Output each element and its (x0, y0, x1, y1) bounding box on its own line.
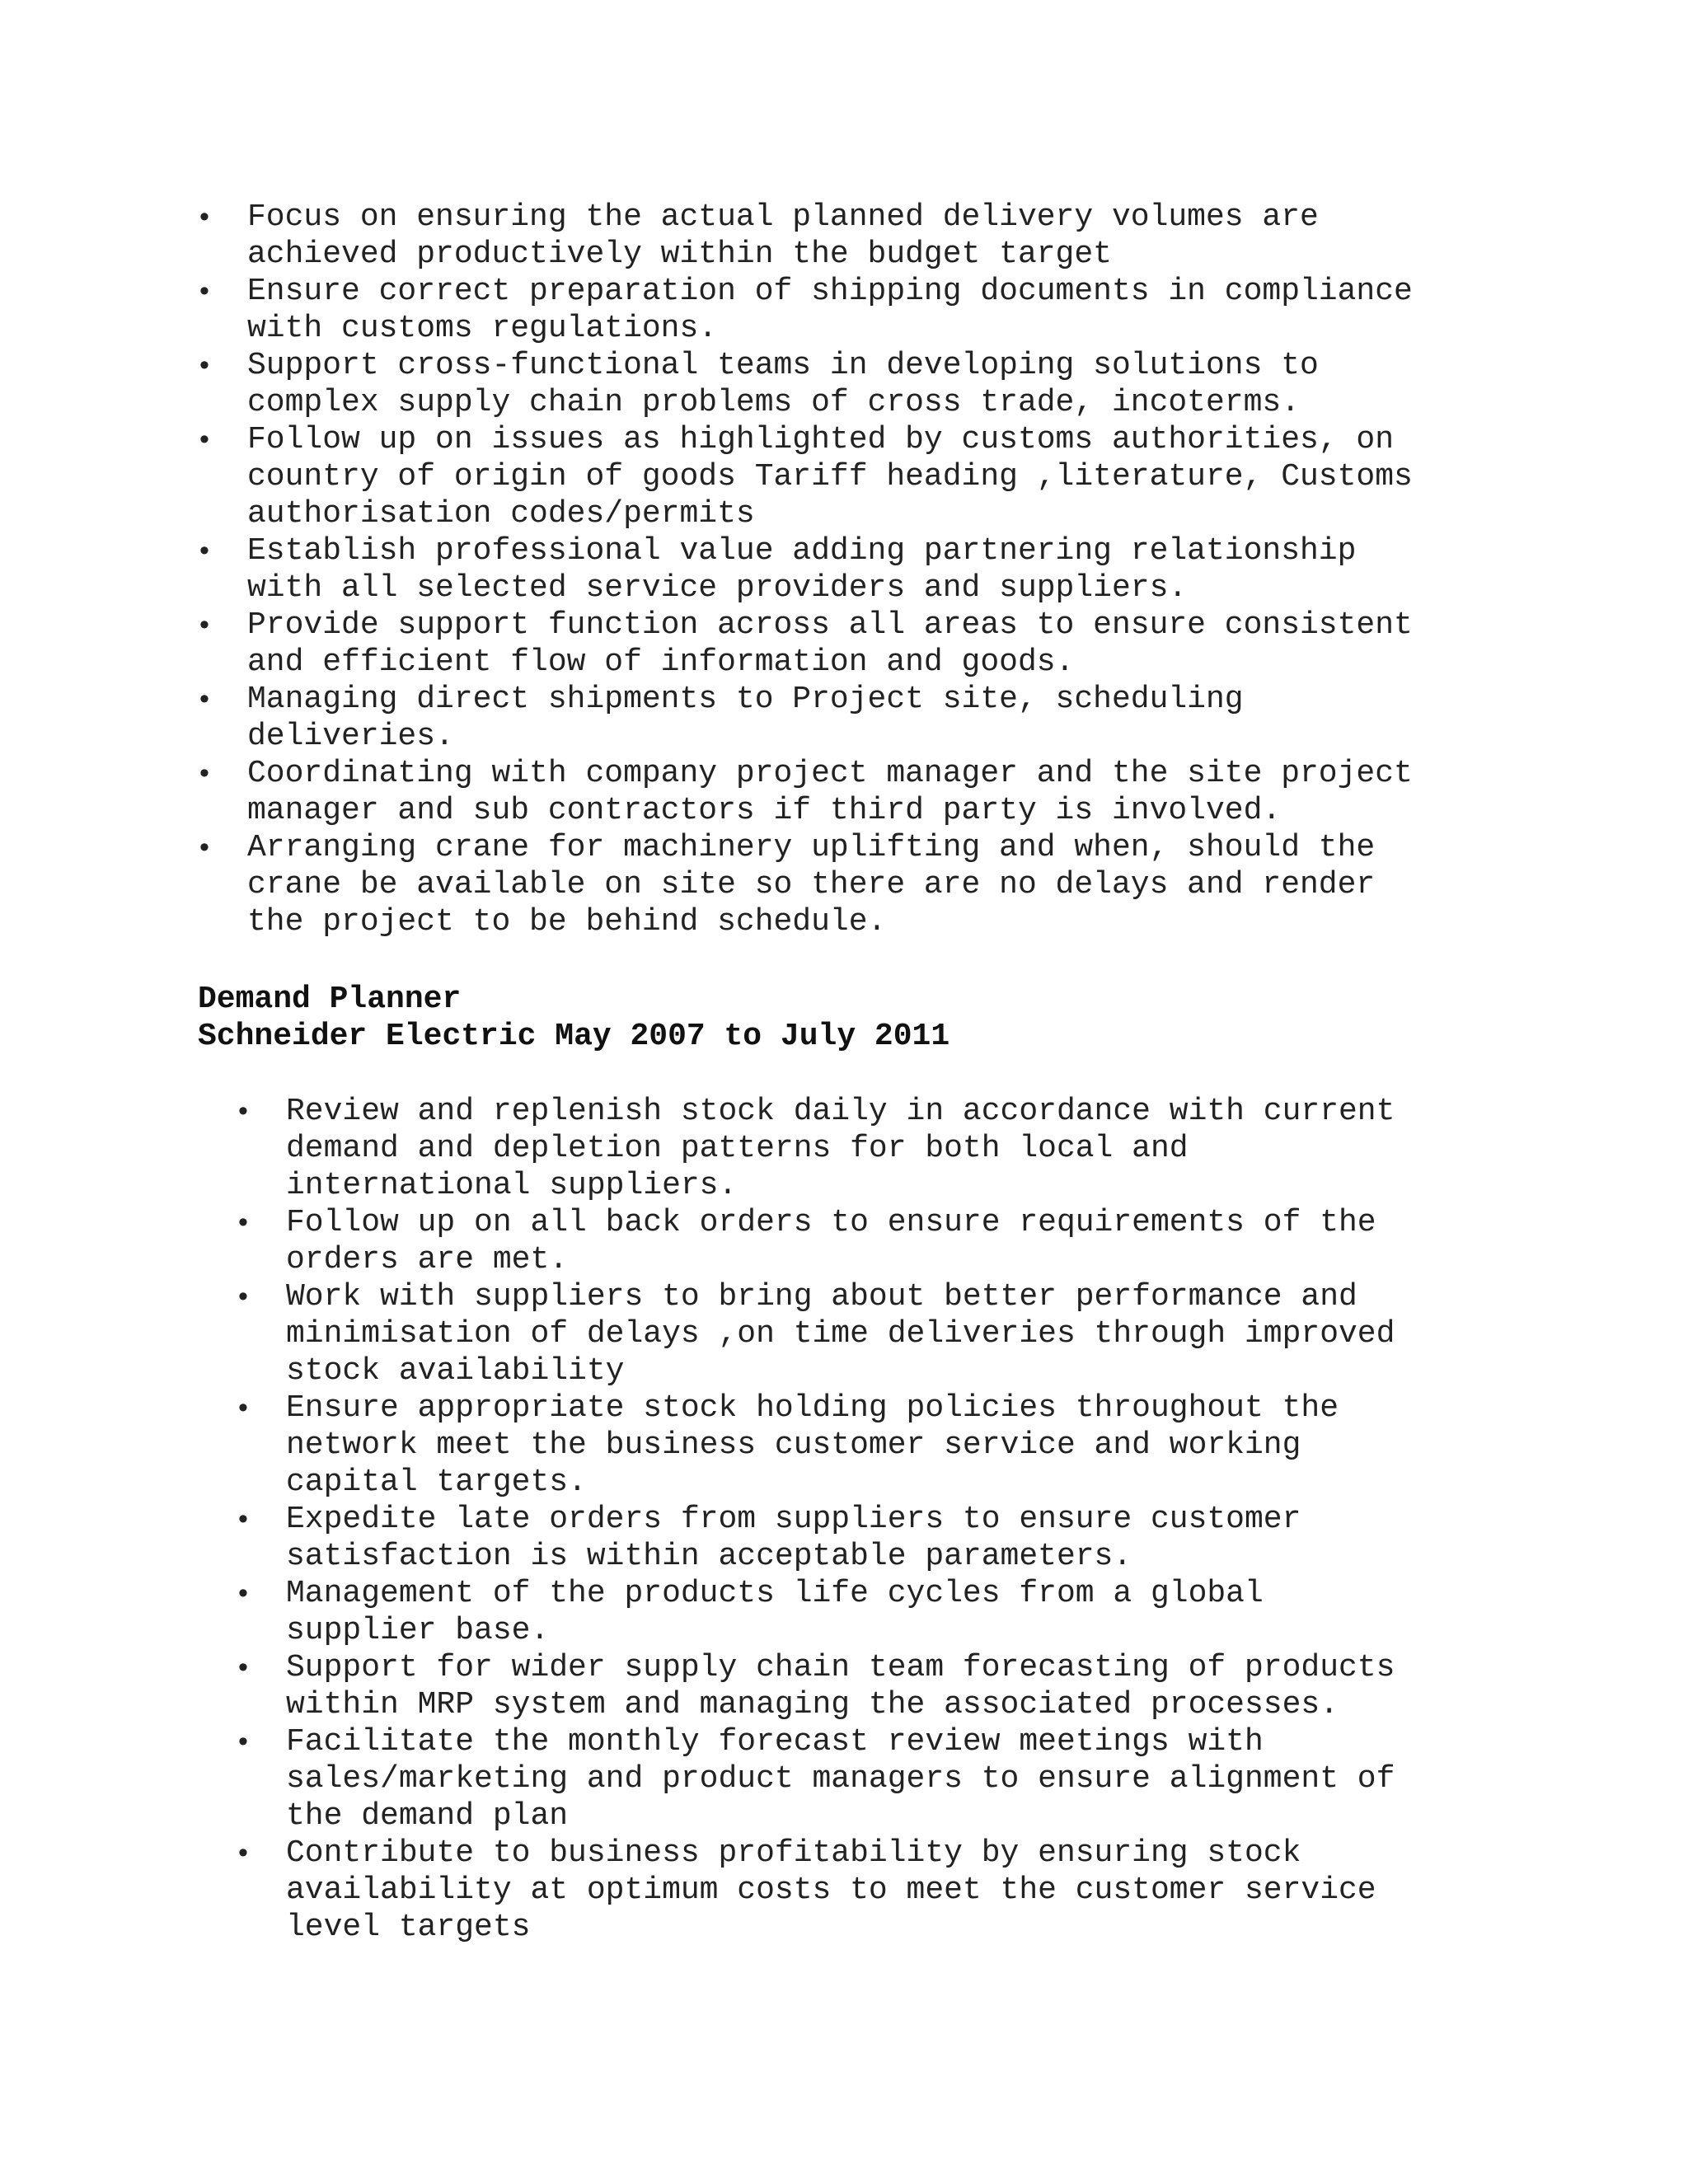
list-item-text: Arranging crane for machinery uplifting and when, should the crane be available on site so there are no delays and render the project to be behind schedule. (247, 830, 1376, 940)
bullet-icon: • (238, 1207, 248, 1238)
list-item (199, 681, 1517, 755)
list-item (199, 199, 1517, 273)
list-item-text: Coordinating with company project manager and the site project manager and sub contractors if third party is involved. (247, 756, 1413, 828)
list-item-text: Provide support function across all areas to ensure consistent and efficient flow of information and goods. (247, 607, 1413, 680)
bullet-icon: • (238, 1281, 248, 1312)
list-item (199, 755, 1517, 829)
list-item-text: Ensure correct preparation of shipping documents in compliance with customs regulations. (247, 274, 1413, 346)
bullet-icon: • (238, 1837, 248, 1868)
list-item (238, 1204, 1522, 1278)
list-item-text: Managing direct shipments to Project site, scheduling deliveries. (247, 682, 1244, 754)
list-item (199, 273, 1517, 347)
bullet-icon: • (199, 424, 209, 455)
bullet-icon: • (199, 683, 209, 715)
bullet-icon: • (238, 1652, 248, 1683)
bullet-icon: • (238, 1577, 248, 1609)
bullet-icon: • (199, 349, 209, 381)
job-title-heading: Demand Planner (198, 982, 462, 1017)
list-item-text: Work with suppliers to bring about better performance and minimisation of delays ,on time deliveries through improved stock availability (286, 1279, 1395, 1389)
list-item-text: Facilitate the monthly forecast review meetings with sales/marketing and product managers to ensure alignment of the demand plan (286, 1724, 1395, 1834)
bullet-icon: • (199, 757, 209, 789)
list-item (238, 1835, 1522, 1946)
bullet-icon: • (238, 1726, 248, 1757)
list-item (238, 1575, 1522, 1649)
bullet-icon: • (199, 275, 209, 307)
list-item (238, 1278, 1522, 1390)
list-item (238, 1390, 1522, 1501)
responsibilities-list-demand-planner (238, 1093, 1522, 1946)
list-item (238, 1093, 1522, 1204)
list-item (199, 421, 1517, 532)
bullet-icon: • (199, 609, 209, 640)
list-item-text: Review and replenish stock daily in accordance with current demand and depletion patterns for both local and international suppliers. (286, 1094, 1395, 1203)
list-item-text: Contribute to business profitability by ensuring stock availability at optimum costs to meet the customer service level targets (286, 1835, 1376, 1945)
bullet-icon: • (199, 201, 209, 232)
bullet-icon: • (238, 1503, 248, 1535)
employer-dates-heading: Schneider Electric May 2007 to July 2011 (198, 1019, 950, 1054)
list-item-text: Support for wider supply chain team forecasting of products within MRP system and managing the associated processes. (286, 1650, 1395, 1722)
bullet-icon: • (199, 832, 209, 863)
list-item-text: Management of the products life cycles from a global supplier base. (286, 1576, 1264, 1648)
list-item (238, 1649, 1522, 1723)
list-item (238, 1501, 1522, 1575)
list-item-text: Expedite late orders from suppliers to ensure customer satisfaction is within acceptable parameters. (286, 1502, 1301, 1574)
bullet-icon: • (199, 535, 209, 566)
list-item (199, 347, 1517, 421)
responsibilities-list-previous-role (199, 199, 1517, 940)
list-item-text: Establish professional value adding partnering relationship with all selected service providers and suppliers. (247, 533, 1357, 606)
bullet-icon: • (238, 1095, 248, 1127)
list-item (238, 1723, 1522, 1835)
list-item-text: Support cross-functional teams in developing solutions to complex supply chain problems of cross trade, incoterms. (247, 348, 1319, 420)
list-item-text: Ensure appropriate stock holding policies throughout the network meet the business customer service and working capital targets. (286, 1390, 1339, 1500)
list-item (199, 829, 1517, 940)
list-item-text: Focus on ensuring the actual planned delivery volumes are achieved productively within the budget target (247, 199, 1319, 272)
list-item (199, 607, 1517, 681)
list-item-text: Follow up on issues as highlighted by customs authorities, on country of origin of goods Tariff heading ,literature, Customs authorisation codes/permits (247, 422, 1413, 532)
list-item (199, 532, 1517, 607)
list-item-text: Follow up on all back orders to ensure requirements of the orders are met. (286, 1205, 1376, 1277)
bullet-icon: • (238, 1392, 248, 1423)
